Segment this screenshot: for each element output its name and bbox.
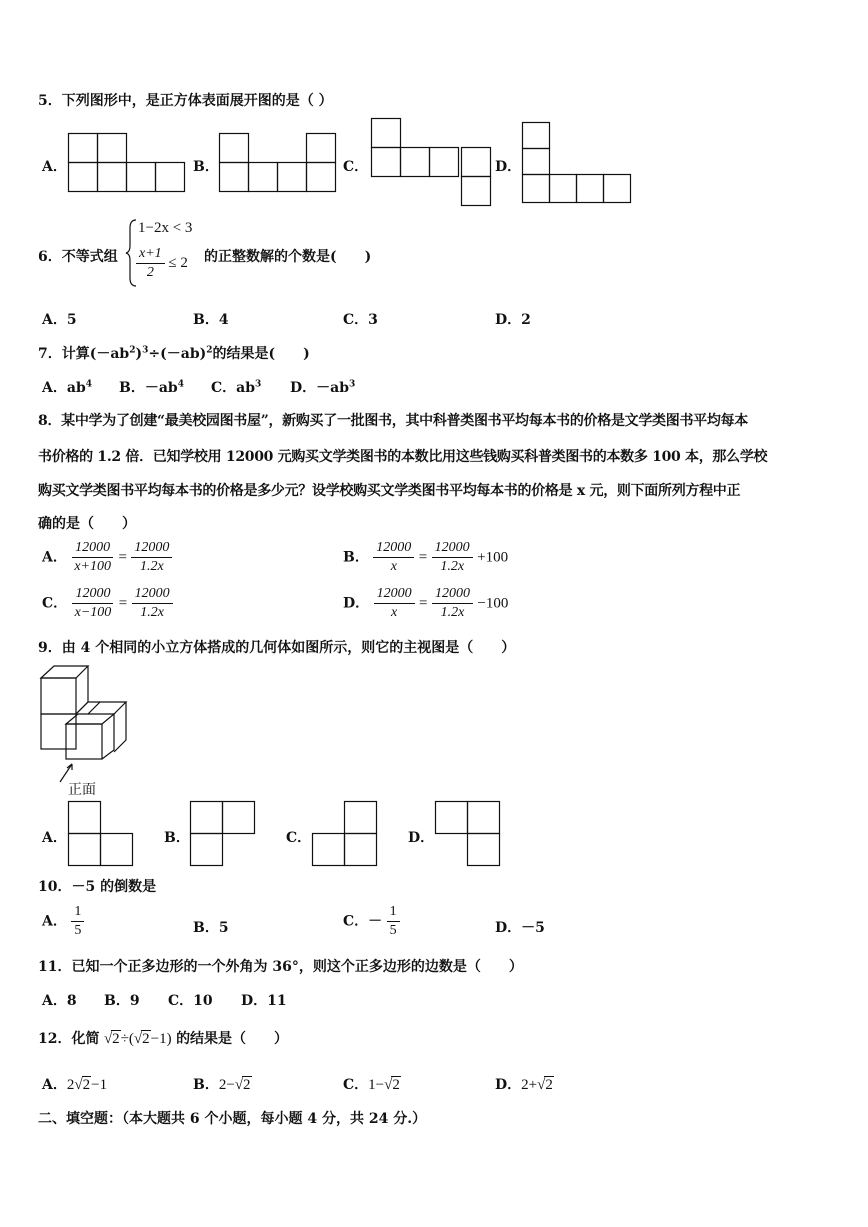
q12-option-d: D．2+√2 [495, 1077, 553, 1093]
q8-line-3: 购买文学类图书平均每本书的价格是多少元？设学校购买文学类图书平均每本书的价格是 x 元，则下面所列方程中正 [38, 483, 741, 499]
q12-option-a-rad: 2 [82, 1077, 91, 1093]
q9-option-b-label: B． [164, 830, 190, 846]
q9-option-c-figure [312, 801, 380, 869]
q5-stem: 5．下列图形中，是正方体表面展开图的是（ ） [38, 93, 333, 109]
q12-option-c-label: C． [343, 1077, 369, 1093]
q6-option-c-label: C． [343, 312, 369, 328]
q8-a-right-num: 12000 [131, 540, 172, 558]
q7-option-b-value: －ab [144, 380, 178, 396]
q5-option-d-figure [522, 122, 634, 206]
q10-option-a-label: A． [42, 913, 67, 930]
q10-option-a [42, 904, 84, 939]
q11-option-a [42, 990, 77, 1010]
q6-option-d-label: D． [495, 312, 522, 328]
q8-d-left-den: x [390, 605, 398, 620]
q12-option-b-rad: 2 [243, 1077, 251, 1093]
q8-option-c-label: C． [42, 595, 68, 612]
q8-b-right-num: 12000 [432, 540, 473, 558]
q9-option-a-label: A． [42, 830, 67, 846]
q10-option-d-value: －5 [521, 920, 545, 936]
q12-expr-tail: −1) [150, 1031, 172, 1047]
q10-option-b [193, 917, 229, 937]
q6-prefix: 6．不等式组 [38, 249, 118, 265]
q11-option-a-value: 8 [66, 993, 77, 1009]
q11-option-c-value: 10 [193, 993, 213, 1009]
q11-option-b-label: B． [104, 993, 130, 1009]
q10-a-frac-den: 5 [74, 923, 82, 938]
q5-option-c-figure [371, 118, 496, 208]
q7-sup-1: 2 [129, 345, 136, 356]
q8-b-right-den: 1.2x [440, 559, 465, 574]
q8-option-a-label: A． [42, 549, 67, 566]
q9-stem: 9．由 4 个相同的小立方体搭成的几何体如图所示，则它的主视图是（ ） [38, 640, 516, 656]
q8-option-a: A． $\frac{12000}{x+100}$ = $\frac{12000}{1.2x}$ [42, 540, 172, 575]
q12-option-a: A．2√2−1 [42, 1077, 108, 1093]
q7-stem-b: ) [135, 346, 143, 362]
q8-c-right-den: 1.2x [140, 605, 165, 620]
q9-cube-stack-figure [40, 664, 132, 796]
q6-option-d-value: 2 [521, 312, 531, 328]
q6-inequality-2 [136, 246, 188, 281]
q12-stem-b: 的结果是（ ） [176, 1031, 289, 1047]
q12-stem: 12．化简 √2÷(√2−1) 的结果是（ ） [38, 1031, 289, 1047]
q11-option-d [241, 990, 287, 1010]
q8-line-2: 书价格的 1.2 倍．已知学校用 12000 元购买文学类图书的本数比用这些钱购买科普类图书的本数多 100 本，那么学校 [38, 449, 768, 465]
q10-option-c [343, 904, 400, 939]
q9-option-a-figure [68, 801, 136, 869]
q10-option-b-value: 5 [218, 920, 229, 936]
q7-option-a-value: ab [66, 380, 86, 396]
q12-expr-mid: ÷( [120, 1031, 134, 1047]
q7-stem-a: 7．计算(－ab [38, 346, 130, 362]
q6-option-b [193, 309, 229, 329]
q7-option-d-sup: 3 [349, 379, 356, 390]
q8-option-c: C． $\frac{12000}{x-100}$ = $\frac{12000}{1.2x}$ [42, 586, 173, 621]
q8-b-left-num: 12000 [373, 540, 414, 558]
q9-option-c-label: C． [286, 830, 312, 846]
q10-stem: 10．－5 的倒数是 [38, 879, 157, 895]
q10-option-d-label: D． [495, 920, 522, 936]
q10-a-frac-num: 1 [71, 904, 84, 922]
q5-option-c-label: C． [343, 159, 369, 175]
q12-radicand-b: 2 [142, 1031, 150, 1047]
q12-option-c: C．1−√2 [343, 1077, 400, 1093]
q11-stem: 11．已知一个正多边形的一个外角为 36°，则这个正多边形的边数是（ ） [38, 959, 523, 975]
q10-c-frac-num: 1 [387, 904, 400, 922]
q11-option-d-label: D． [241, 993, 268, 1009]
q9-front-label: 正面 [68, 782, 96, 798]
q5-option-a-label: A． [42, 159, 67, 175]
q7-stem-d: 的结果是( ) [212, 346, 310, 362]
q8-option-d: D． $\frac{12000}{x}$ = $\frac{12000}{1.2x}$ −100 [343, 586, 509, 620]
section-2-title: 二、填空题：（本大题共 6 个小题，每小题 4 分，共 24 分.） [38, 1111, 427, 1127]
q7-option-a-label: A． [42, 380, 67, 396]
q9-option-d-label: D． [408, 830, 435, 846]
q12-option-c-pre: 1− [368, 1077, 385, 1093]
q12-option-b: B．2−√2 [193, 1077, 251, 1093]
q10-option-d [495, 917, 545, 937]
q6-suffix: 的正整数解的个数是( ) [204, 249, 372, 265]
q12-radicand-a: 2 [112, 1031, 120, 1047]
q7-option-c-sup: 3 [255, 379, 262, 390]
q6-option-c-value: 3 [368, 312, 378, 328]
q5-option-b-figure [219, 133, 339, 193]
q8-a-right-den: 1.2x [140, 559, 164, 574]
q8-c-left-den: x−100 [74, 605, 112, 620]
q7-option-c-value: ab [236, 380, 256, 396]
q7-sup-2: 3 [142, 345, 149, 356]
q7-option-b-label: B． [119, 380, 145, 396]
q7-option-c [211, 377, 261, 397]
q8-line-4: 确的是（ ） [38, 516, 136, 532]
q8-c-right-num: 12000 [132, 586, 173, 604]
q11-option-b-value: 9 [129, 993, 140, 1009]
q12-option-a-pre: 2 [66, 1077, 75, 1093]
q7-option-a [42, 377, 92, 397]
q9-option-d-figure [435, 801, 503, 869]
q12-stem-a: 12．化简 [38, 1031, 100, 1047]
q8-c-left-num: 12000 [72, 586, 113, 604]
q8-b-tail: +100 [477, 549, 509, 566]
q12-option-d-pre: 2+ [521, 1077, 538, 1093]
q12-option-a-label: A． [42, 1077, 67, 1093]
q10-c-frac-den: 5 [389, 923, 397, 938]
q6-inequality-1: 1−2x < 3 [138, 220, 193, 236]
q7-option-b [119, 377, 184, 397]
q11-option-a-label: A． [42, 993, 67, 1009]
q9-option-b-figure [190, 801, 258, 869]
q8-d-tail: −100 [477, 595, 509, 612]
q7-option-d-label: D． [290, 380, 317, 396]
q6-option-a [42, 309, 77, 329]
q11-option-c-label: C． [168, 993, 194, 1009]
q7-option-d-value: －ab [316, 380, 350, 396]
q8-b-left-den: x [390, 559, 397, 574]
q6-frac-den: 2 [146, 265, 154, 280]
q8-a-left-num: 12000 [72, 540, 113, 558]
q7-sup-3: 2 [206, 345, 213, 356]
q6-option-b-value: 4 [218, 312, 229, 328]
q5-option-a-figure [68, 133, 188, 193]
q6-option-d [495, 309, 531, 329]
q12-option-b-pre: 2− [218, 1077, 235, 1093]
q6-option-c [343, 309, 378, 329]
q12-option-b-label: B． [193, 1077, 219, 1093]
q6-option-a-value: 5 [66, 312, 77, 328]
q10-option-c-value: － [368, 913, 383, 930]
q7-stem [38, 343, 310, 363]
q7-option-a-sup: 4 [85, 379, 93, 390]
q7-option-c-label: C． [211, 380, 237, 396]
q11-option-b [104, 990, 140, 1010]
q5-option-b-label: B． [193, 159, 219, 175]
q8-option-d-label: D． [343, 595, 370, 612]
q12-option-a-post: −1 [91, 1077, 108, 1093]
q7-stem-c: ÷(－ab) [148, 346, 207, 362]
q10-option-c-label: C． [343, 913, 369, 930]
q12-option-d-rad: 2 [545, 1077, 553, 1093]
q6-option-a-label: A． [42, 312, 67, 328]
q6-option-b-label: B． [193, 312, 219, 328]
q12-option-d-label: D． [495, 1077, 522, 1093]
q8-option-b-label: B． [343, 549, 369, 566]
q7-option-d [290, 377, 355, 397]
q8-d-right-den: 1.2x [440, 605, 465, 620]
q8-option-b: B． $\frac{12000}{x}$ = $\frac{12000}{1.2x}$ +100 [343, 540, 509, 574]
q8-d-right-num: 12000 [432, 586, 473, 604]
q11-option-c [168, 990, 213, 1010]
q8-d-left-num: 12000 [374, 586, 415, 604]
q8-a-left-den: x+100 [74, 559, 111, 574]
q8-line-1: 8．某中学为了创建“最美校园图书屋”，新购买了一批图书，其中科普类图书平均每本书的价格是文学类图书平均每本 [38, 413, 748, 429]
q6-frac-num: x+1 [136, 246, 165, 264]
q12-option-c-rad: 2 [392, 1077, 400, 1093]
q11-option-d-value: 11 [267, 993, 287, 1009]
q7-option-b-sup: 4 [177, 379, 184, 390]
q6-inequality-2-tail: ≤ 2 [168, 254, 188, 271]
q5-option-d-label: D． [495, 159, 522, 175]
q10-option-b-label: B． [193, 920, 219, 936]
